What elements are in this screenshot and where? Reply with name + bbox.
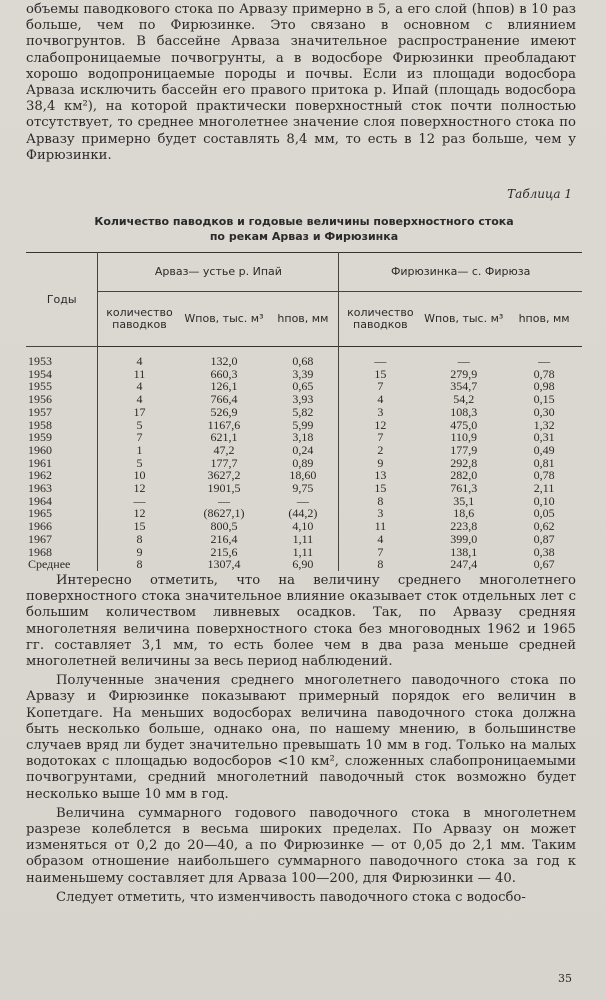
table-cell-a-h: 5,82 — [267, 406, 338, 419]
table-cell-f-w: 138,1 — [450, 544, 478, 559]
table-cell-f-w: 292,8 — [450, 455, 478, 470]
table-cell-a-w: 1307,4 — [207, 557, 241, 572]
table-cell-year: 1955 — [26, 380, 98, 393]
table-cell-a-n: 15 — [133, 519, 146, 534]
table-cell-a-w: 132,0 — [210, 354, 238, 368]
table-cell-year: 1968 — [26, 546, 98, 559]
table-cell-year: 1958 — [26, 419, 98, 432]
table-caption — [26, 214, 582, 244]
table-cell-f-w: — — [457, 354, 470, 368]
table-cell-f-n: 15 — [374, 366, 387, 381]
header-volume: Wпов, тыс. м³ — [184, 312, 264, 325]
table-cell-a-n: 9 — [136, 544, 143, 559]
table-cell-a-n: 8 — [136, 557, 143, 572]
table-cell-f-h: 0,98 — [533, 379, 555, 394]
table-body — [26, 347, 582, 571]
table-cell-year: 1957 — [26, 406, 98, 419]
table-cell-a-w: 215,6 — [210, 544, 238, 559]
table-cell-a-h: 3,93 — [267, 393, 338, 406]
table-cell-a-h: 1,11 — [267, 546, 338, 559]
table-cell-f-n: 7 — [377, 544, 384, 559]
table-cell-a-h: 0,89 — [267, 457, 338, 470]
paragraph: объемы паводкового стока по Арвазу примерно в 5, а его слой (hпов) в 10 раз больше, чем по Фирюзинке. Это связано в основном с влиянием почвогрунтов. В бассейне Арваза значительное распространение имеют слабопроницаемые почвогрунты, а в водосборе Фирюзинки преобладают хорошо водопроницаемые породы и почвы. Если из площади водосбора Арваза исключить бассейн его правого притока р. Ипай (площадь водосбора 38,4 км²), на которой практически поверхностный сток почти полностью отсутствует, то среднее многолетнее значение слоя поверхностного стока по Арвазу примерно будет составлять 8,4 мм, то есть в 12 раз больше, чем у Фирюзинки. — [26, 2, 576, 163]
table-cell-a-n: — — [133, 493, 146, 508]
header-years: Годы — [26, 253, 98, 347]
table-cell-a-w: 177,7 — [210, 455, 238, 470]
table-cell-f-w: 54,2 — [453, 392, 475, 407]
table-cell-f-n: 3 — [377, 404, 384, 419]
header-count: количество паводков — [347, 306, 414, 331]
table-row — [26, 444, 582, 457]
header-firyuzinka: Фирюзинка— с. Фирюза — [339, 253, 582, 292]
table-cell-a-n: 11 — [133, 366, 146, 381]
table-cell-year: Среднее — [26, 558, 98, 571]
table-cell-year: 1963 — [26, 482, 98, 495]
table-cell-a-n: 8 — [136, 531, 143, 546]
table-cell-a-n: 4 — [136, 354, 143, 368]
header-volume: Wпов, тыс. м³ — [424, 312, 504, 325]
table-cell-f-n: 4 — [377, 392, 384, 407]
table-cell-a-w: 126,1 — [210, 379, 238, 394]
table-cell-year: 1961 — [26, 457, 98, 470]
table-cell-f-h: 0,05 — [533, 506, 555, 521]
table-cell-f-w: 354,7 — [450, 379, 478, 394]
header-arvaz: Арваз— устье р. Ипай — [98, 253, 339, 292]
table-cell-f-h: 0,81 — [533, 455, 555, 470]
table-cell-a-h: 18,60 — [267, 469, 338, 482]
table-cell-f-n: — — [374, 354, 387, 368]
table-cell-f-h: 0,78 — [533, 468, 555, 483]
table-cell-f-h: 0,30 — [533, 404, 555, 419]
table-cell-year: 1966 — [26, 520, 98, 533]
table-cell-f-n: 8 — [377, 493, 384, 508]
table-cell-a-h: 3,18 — [267, 431, 338, 444]
table-cell-a-n: 5 — [136, 455, 143, 470]
header-count: количество паводков — [106, 306, 173, 331]
page-number: 35 — [558, 972, 572, 985]
table-cell-f-h: 2,11 — [533, 481, 555, 496]
table-cell-a-h: 6,90 — [267, 558, 338, 571]
runoff-table — [26, 252, 582, 571]
table-cell-f-w: 475,0 — [450, 417, 478, 432]
table-cell-a-n: 1 — [136, 442, 143, 457]
table-cell-f-n: 3 — [377, 506, 384, 521]
table-cell-a-w: 47,2 — [213, 442, 235, 457]
table-cell-a-w: — — [217, 493, 230, 508]
table-row — [26, 393, 582, 406]
table-cell-a-w: 1901,5 — [207, 481, 241, 496]
table-cell-a-w: (8627,1) — [203, 506, 245, 521]
table-cell-f-w: 279,9 — [450, 366, 478, 381]
table-cell-f-w: 223,8 — [450, 519, 478, 534]
table-cell-a-n: 4 — [136, 379, 143, 394]
table-cell-f-h: 1,32 — [533, 417, 555, 432]
table-cell-a-w: 526,9 — [210, 404, 238, 419]
table-cell-a-w: 660,3 — [210, 366, 238, 381]
table-cell-f-n: 11 — [374, 519, 387, 534]
table-cell-f-w: 177,9 — [450, 442, 478, 457]
table-cell-a-n: 5 — [136, 417, 143, 432]
table-cell-f-w: 110,9 — [450, 430, 478, 445]
table-cell-year: 1956 — [26, 393, 98, 406]
table-cell-f-w: 282,0 — [450, 468, 478, 483]
table-cell-f-h: 0,15 — [533, 392, 555, 407]
table-cell-a-n: 12 — [133, 481, 146, 496]
table-cell-f-h: — — [538, 354, 551, 368]
table-cell-f-n: 13 — [374, 468, 387, 483]
header-layer: hпов, мм — [518, 312, 570, 325]
table-cell-a-n: 10 — [133, 468, 146, 483]
table-cell-f-n: 15 — [374, 481, 387, 496]
table-cell-f-h: 0,38 — [533, 544, 555, 559]
table-cell-f-h: 0,87 — [533, 531, 555, 546]
table-cell-a-n: 7 — [136, 430, 143, 445]
table-cell-a-h: 0,65 — [267, 380, 338, 393]
table-cell-f-w: 247,4 — [450, 557, 478, 572]
table-cell-a-w: 216,4 — [210, 531, 238, 546]
table-cell-f-h: 0,62 — [533, 519, 555, 534]
table-row — [26, 558, 582, 571]
table-cell-a-w: 621,1 — [210, 430, 238, 445]
paragraph: Величина суммарного годового паводочного стока в многолетнем разрезе колеблется в весьма широких пределах. По Арвазу он может изменяться от 0,2 до 20—40, а по Фирюзинке — от 0,05 до 2,1 мм. Таким образом отношение наибольшего суммарного паводочного стока за год к наименьшему составляет для Арваза 100—200, для Фирюзинки — 40. — [26, 805, 576, 886]
table-cell-year: 1967 — [26, 533, 98, 546]
table-cell-f-n: 12 — [374, 417, 387, 432]
table-cell-f-w: 761,3 — [450, 481, 478, 496]
table-row — [26, 482, 582, 495]
table-number: Таблица 1 — [507, 187, 572, 201]
paragraph: Следует отметить, что изменчивость паводочного стока с водосбо- — [56, 889, 526, 905]
table-cell-year: 1959 — [26, 431, 98, 444]
table-cell-year: 1965 — [26, 507, 98, 520]
table-cell-f-n: 4 — [377, 531, 384, 546]
table-cell-f-n: 7 — [377, 430, 384, 445]
table-cell-f-w: 399,0 — [450, 531, 478, 546]
table-cell-f-h: 0,10 — [533, 493, 555, 508]
table-cell-f-n: 7 — [377, 379, 384, 394]
body-text — [26, 573, 576, 906]
caption-line: Количество паводков и годовые величины поверхностного стока — [94, 215, 514, 228]
paragraph: Полученные значения среднего многолетнего паводочного стока по Арвазу и Фирюзинке показывают примерный порядок его величин в Копетдаге. На меньших водосборах величина паводочного стока должна быть несколько больше, однако она, по нашему мнению, в большинстве случаев вряд ли будет значительно превышать 10 мм в год. Только на малых водотоках с площадью водосборов <10 км², сложенных слабопроницаемыми почвогрунтами, средний многолетний паводочный сток возможно будет несколько выше 10 мм в год. — [26, 673, 576, 802]
table-cell-a-w: 766,4 — [210, 392, 238, 407]
table-cell-year: 1962 — [26, 469, 98, 482]
header-layer: hпов, мм — [267, 292, 338, 347]
table-cell-year: 1954 — [26, 368, 98, 381]
table-cell-a-h: 9,75 — [267, 482, 338, 495]
table-cell-year: 1960 — [26, 444, 98, 457]
table-cell-a-h: 0,24 — [267, 444, 338, 457]
table-cell-a-h: 1,11 — [267, 533, 338, 546]
table-cell-f-n: 9 — [377, 455, 384, 470]
table-cell-a-h: 4,10 — [267, 520, 338, 533]
table-cell-a-n: 4 — [136, 392, 143, 407]
table-cell-a-n: 12 — [133, 506, 146, 521]
table-row — [26, 520, 582, 533]
paragraph: Интересно отметить, что на величину среднего многолетнего поверхностного стока значительное влияние оказывает сток отдельных лет с большим количеством ливневых осадков. Так, по Арвазу средняя многолетняя величина поверхностного стока без многоводных 1962 и 1965 гг. составляет 3,1 мм, то есть более чем в два раза меньше средней многолетней величины за весь период наблюдений. — [26, 573, 576, 670]
table-cell-year: 1964 — [26, 495, 98, 508]
table-cell-f-n: 8 — [377, 557, 384, 572]
table-cell-a-h: — — [267, 495, 338, 508]
table-cell-f-n: 2 — [377, 442, 384, 457]
table-row — [26, 347, 582, 368]
table-cell-a-h: (44,2) — [267, 507, 338, 520]
table-cell-a-h: 0,68 — [267, 347, 338, 368]
table-cell-year: 1953 — [26, 347, 98, 368]
table-cell-f-h: 0,49 — [533, 442, 555, 457]
table-cell-a-w: 1167,6 — [207, 417, 241, 432]
table-cell-a-w: 3627,2 — [207, 468, 241, 483]
top-paragraph — [26, 2, 576, 164]
table-cell-a-n: 17 — [133, 404, 146, 419]
table-cell-f-w: 35,1 — [453, 493, 475, 508]
table-cell-f-h: 0,31 — [533, 430, 555, 445]
table-row — [26, 406, 582, 419]
table-cell-f-h: 0,78 — [533, 366, 555, 381]
table-cell-a-w: 800,5 — [210, 519, 238, 534]
table-cell-f-h: 0,67 — [533, 557, 555, 572]
caption-line: по рекам Арваз и Фирюзинка — [209, 230, 399, 243]
table-cell-f-w: 108,3 — [450, 404, 478, 419]
table-row — [26, 533, 582, 546]
table-cell-a-h: 3,39 — [267, 368, 338, 381]
table-cell-f-w: 18,6 — [453, 506, 475, 521]
table-cell-a-h: 5,99 — [267, 419, 338, 432]
